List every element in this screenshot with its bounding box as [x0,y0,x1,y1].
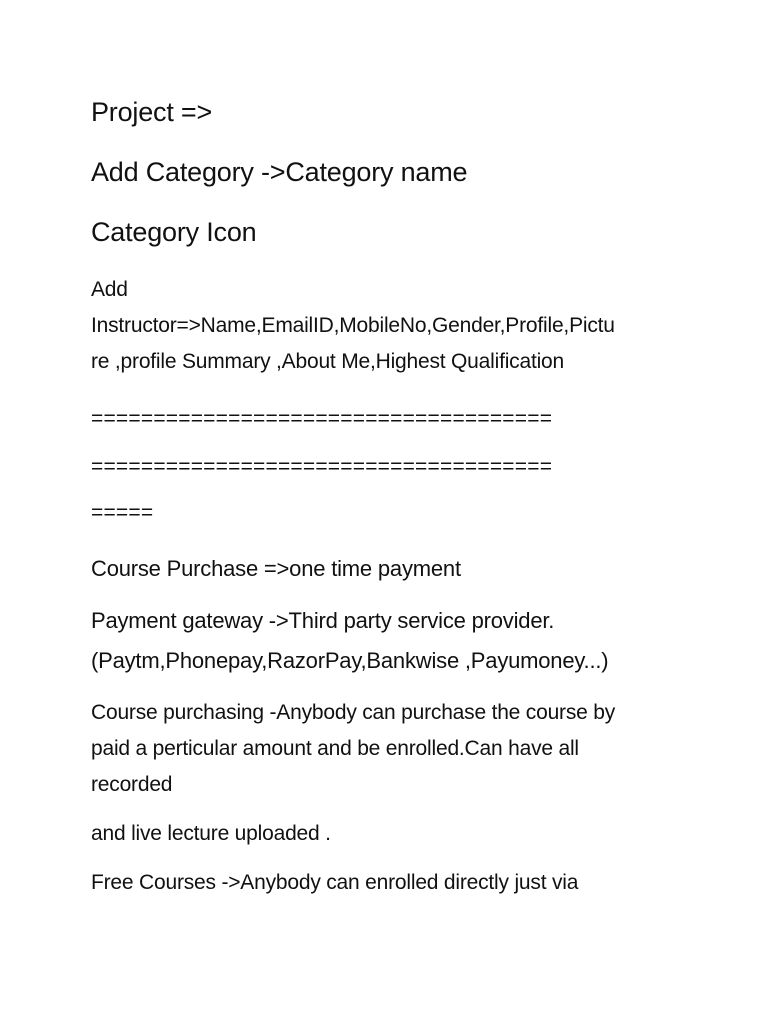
text-payment-gateway: Payment gateway ->Third party service provider. [91,608,555,633]
text-course-purchase: Course Purchase =>one time payment [91,556,461,581]
heading-project: Project => [91,97,213,127]
text-instructor-fields: Instructor=>Name,EmailID,MobileNo,Gender,Profile,Pictu [91,314,615,337]
text-course-purchasing: Course purchasing -Anybody can purchase the course by [91,701,616,724]
heading-add-category: Add Category ->Category name [91,157,468,187]
text-recorded: recorded [91,773,173,796]
text-add: Add [91,278,128,301]
text-instructor-fields-cont: re ,profile Summary ,About Me,Highest Qualification [91,350,565,373]
text-live-lecture: and live lecture uploaded . [91,822,331,845]
heading-category-icon: Category Icon [91,217,257,247]
text-course-purchasing-cont: paid a perticular amount and be enrolled.Can have all [91,737,579,760]
separator-line: ===================================== [91,455,553,478]
separator-line: ===== [91,501,154,524]
text-payment-providers: (Paytm,Phonepay,RazorPay,Bankwise ,Payumoney...) [91,648,609,673]
text-free-courses: Free Courses ->Anybody can enrolled directly just via [91,871,579,894]
separator-line: ===================================== [91,407,553,430]
